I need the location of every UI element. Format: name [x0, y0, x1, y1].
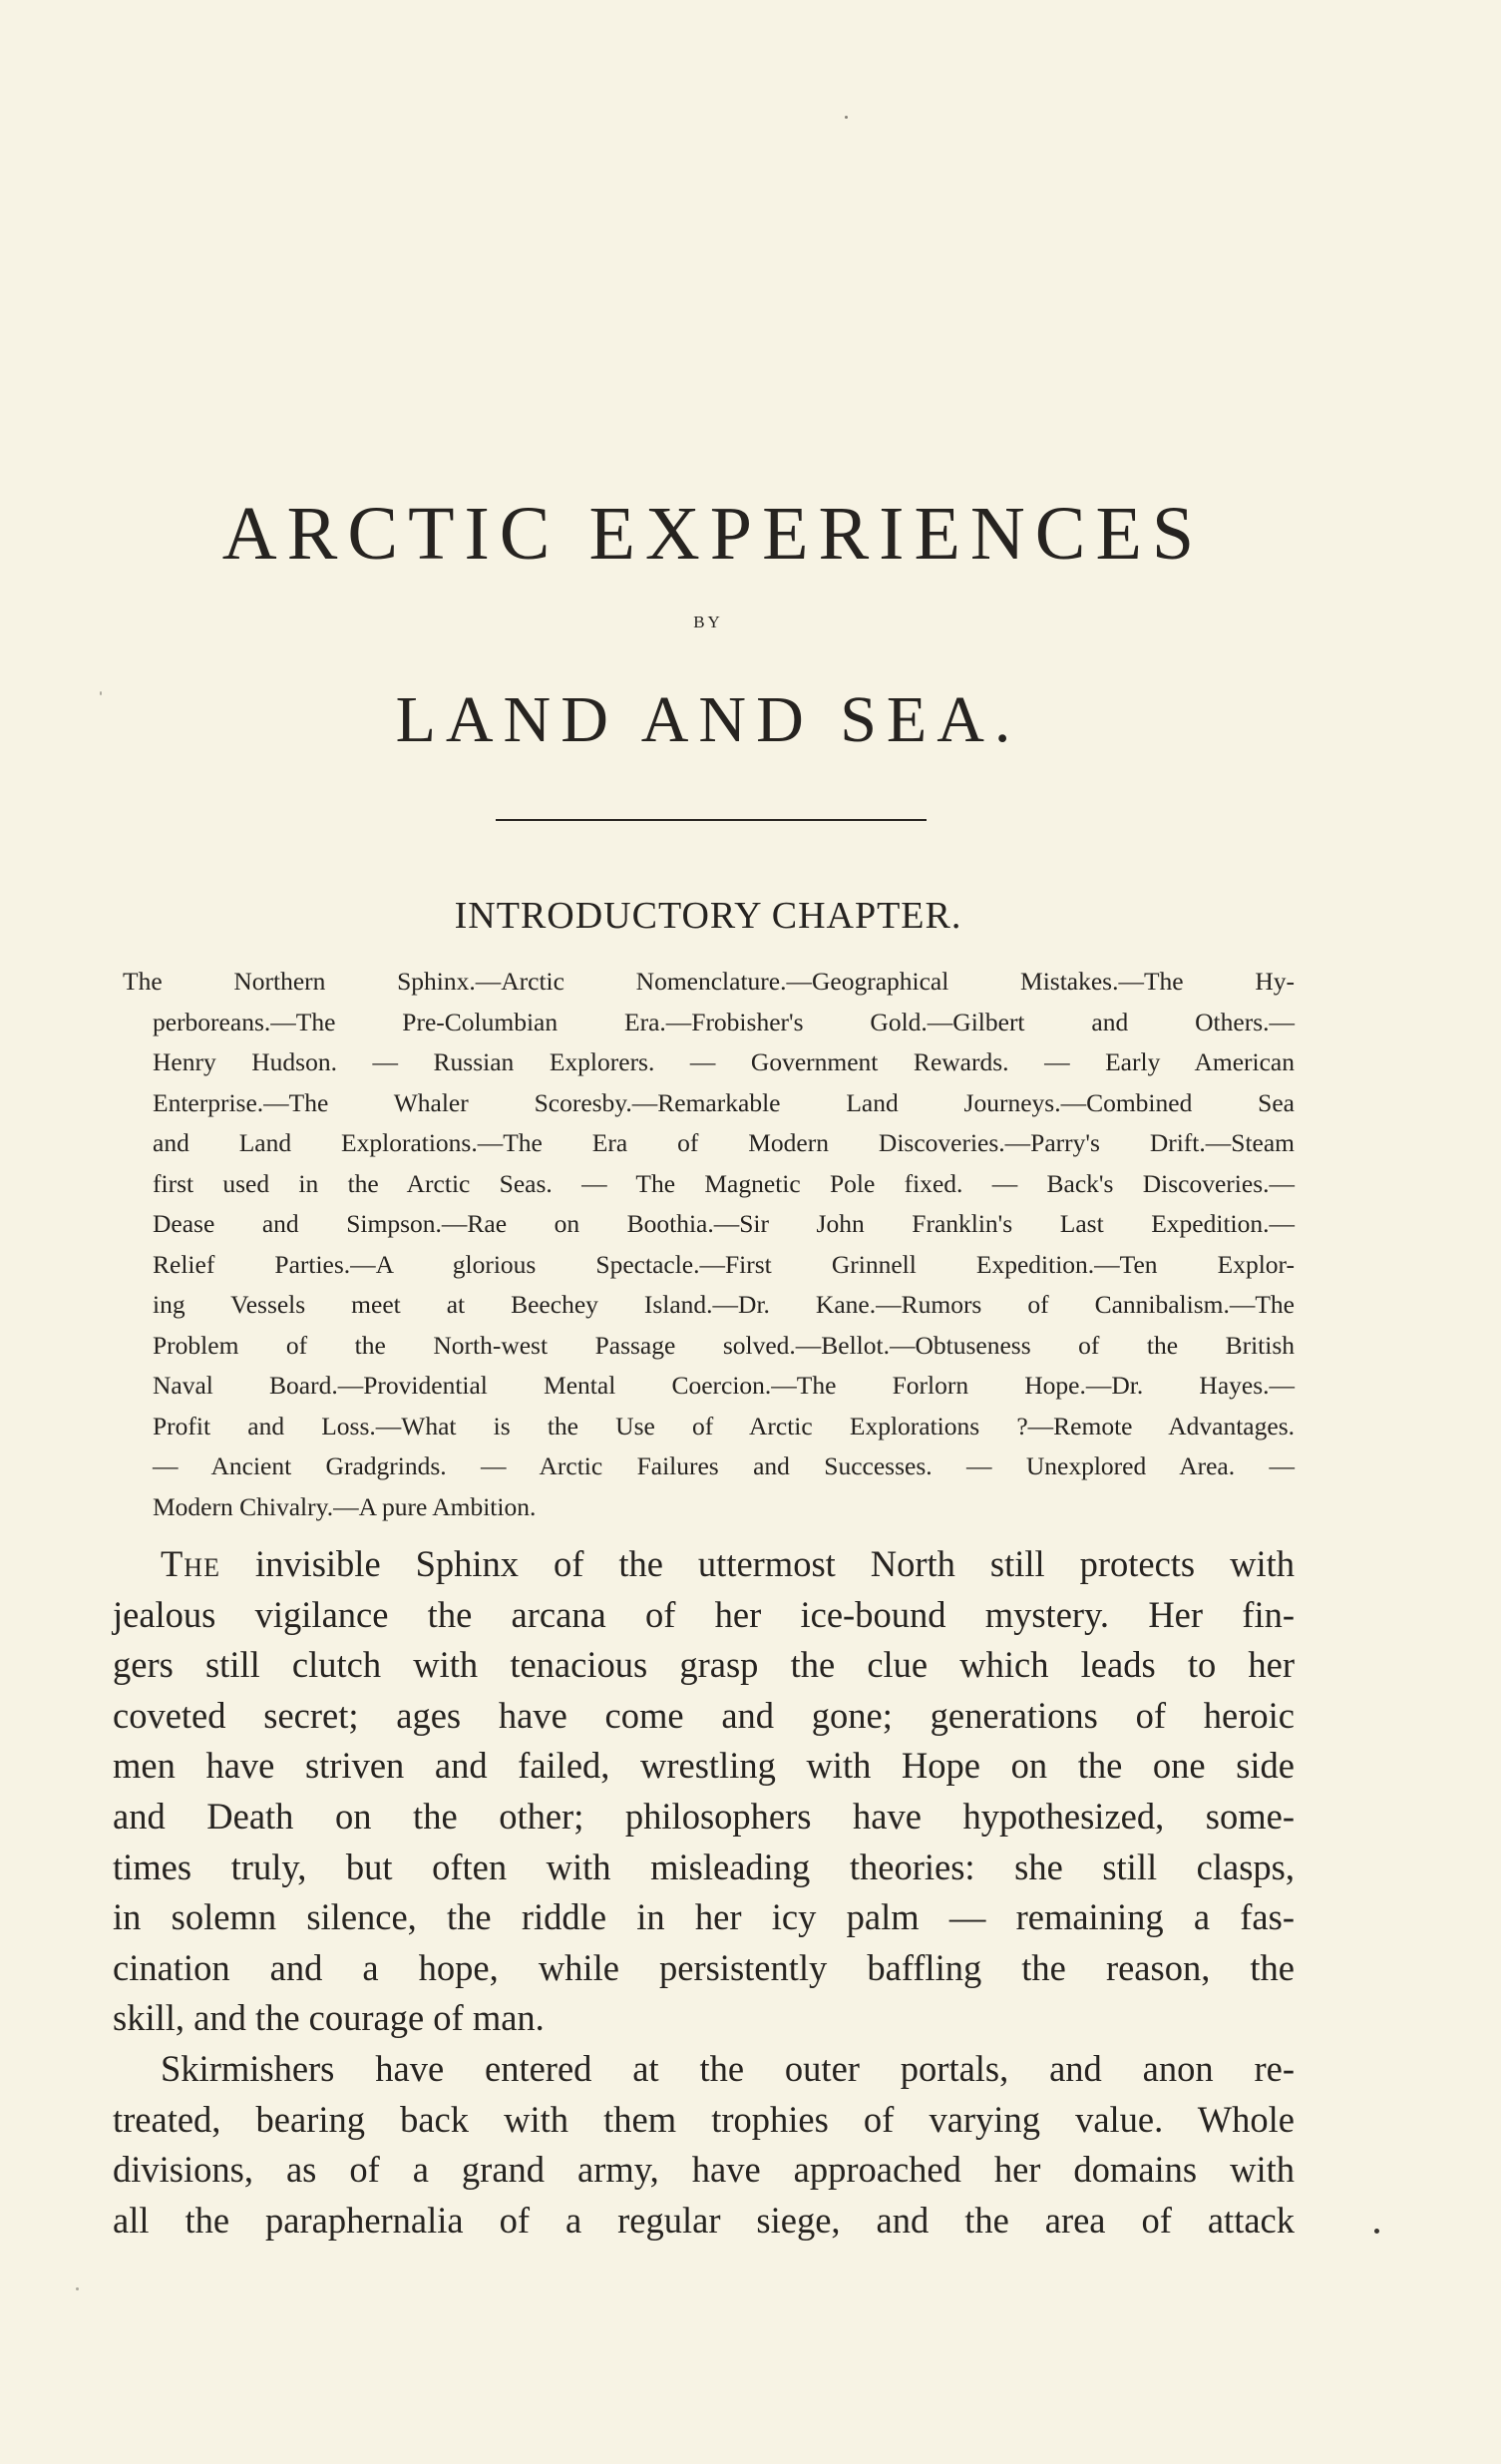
by-line: BY — [693, 613, 723, 631]
ink-speck — [845, 116, 848, 119]
ink-speck — [76, 2287, 79, 2290]
book-subtitle: LAND AND SEA. — [395, 683, 1021, 756]
body-line-text: invisible Sphinx of the uttermost North still protects with — [219, 1543, 1295, 1584]
body-line: and Death on the other; philosophers have hypothesized, some- — [113, 1795, 1295, 1837]
synopsis-line: ing Vessels meet at Beechey Island.—Dr. Kane.—Rumors of Cannibalism.—The — [153, 1290, 1295, 1319]
synopsis-line: — Ancient Gradgrinds. — Arctic Failures and Successes. — Unexplored Area. — — [153, 1451, 1295, 1480]
synopsis-line: Problem of the North-west Passage solved.—Bellot.—Obtuseness of the British — [153, 1330, 1295, 1360]
synopsis-line: Profit and Loss.—What is the Use of Arctic Explorations ?—Remote Advantages. — [153, 1411, 1295, 1440]
body-line: treated, bearing back with them trophies of varying value. Whole — [113, 2098, 1295, 2140]
body-line: jealous vigilance the arcana of her ice-bound mystery. Her fin- — [113, 1593, 1295, 1635]
synopsis-line: and Land Explorations.—The Era of Modern Discoveries.—Parry's Drift.—Steam — [153, 1128, 1295, 1157]
body-line: men have striven and failed, wrestling with Hope on the one side — [113, 1745, 1295, 1787]
synopsis-line: Henry Hudson. — Russian Explorers. — Government Rewards. — Early American — [153, 1047, 1295, 1076]
body-line: divisions, as of a grand army, have approached her domains with — [113, 2149, 1295, 2191]
synopsis-line: perboreans.—The Pre-Columbian Era.—Frobisher's Gold.—Gilbert and Others.— — [153, 1007, 1295, 1036]
synopsis-line: Enterprise.—The Whaler Scoresby.—Remarkable Land Journeys.—Combined Sea — [153, 1087, 1295, 1117]
chapter-heading: INTRODUCTORY CHAPTER. — [454, 895, 962, 937]
synopsis-line: Relief Parties.—A glorious Spectacle.—First Grinnell Expedition.—Ten Explor- — [153, 1249, 1295, 1279]
title-rule — [496, 819, 927, 821]
body-text — [113, 1539, 1295, 2246]
body-line — [113, 1539, 1295, 1590]
body-line: coveted secret; ages have come and gone; generations of heroic — [113, 1694, 1295, 1736]
synopsis-line: Naval Board.—Providential Mental Coercion.—The Forlorn Hope.—Dr. Hayes.— — [153, 1371, 1295, 1400]
body-line: times truly, but often with misleading theories: she still clasps, — [113, 1846, 1295, 1887]
body-line: gers still clutch with tenacious grasp the clue which leads to her — [113, 1644, 1295, 1686]
opening-word: The — [161, 1543, 220, 1584]
body-line: skill, and the courage of man. — [113, 1997, 545, 2039]
body-line: cination and a hope, while persistently baffling the reason, the — [113, 1946, 1295, 1988]
body-line: in solemn silence, the riddle in her icy palm — remaining a fas- — [113, 1896, 1295, 1938]
synopsis-line: The Northern Sphinx.—Arctic Nomenclature.—Geographical Mistakes.—The Hy- — [123, 967, 1295, 996]
ink-speck — [1374, 2229, 1379, 2234]
synopsis-line: Dease and Simpson.—Rae on Boothia.—Sir John Franklin's Last Expedition.— — [153, 1209, 1295, 1238]
chapter-synopsis — [123, 962, 1295, 1527]
body-line: all the paraphernalia of a regular siege, and the area of attack — [113, 2199, 1295, 2241]
synopsis-line: Modern Chivalry.—A pure Ambition. — [153, 1491, 537, 1521]
body-line: Skirmishers have entered at the outer portals, and anon re- — [161, 2047, 1295, 2089]
synopsis-line: first used in the Arctic Seas. — The Magnetic Pole fixed. — Back's Discoveries.— — [153, 1168, 1295, 1198]
book-title: ARCTIC EXPERIENCES — [221, 492, 1205, 576]
